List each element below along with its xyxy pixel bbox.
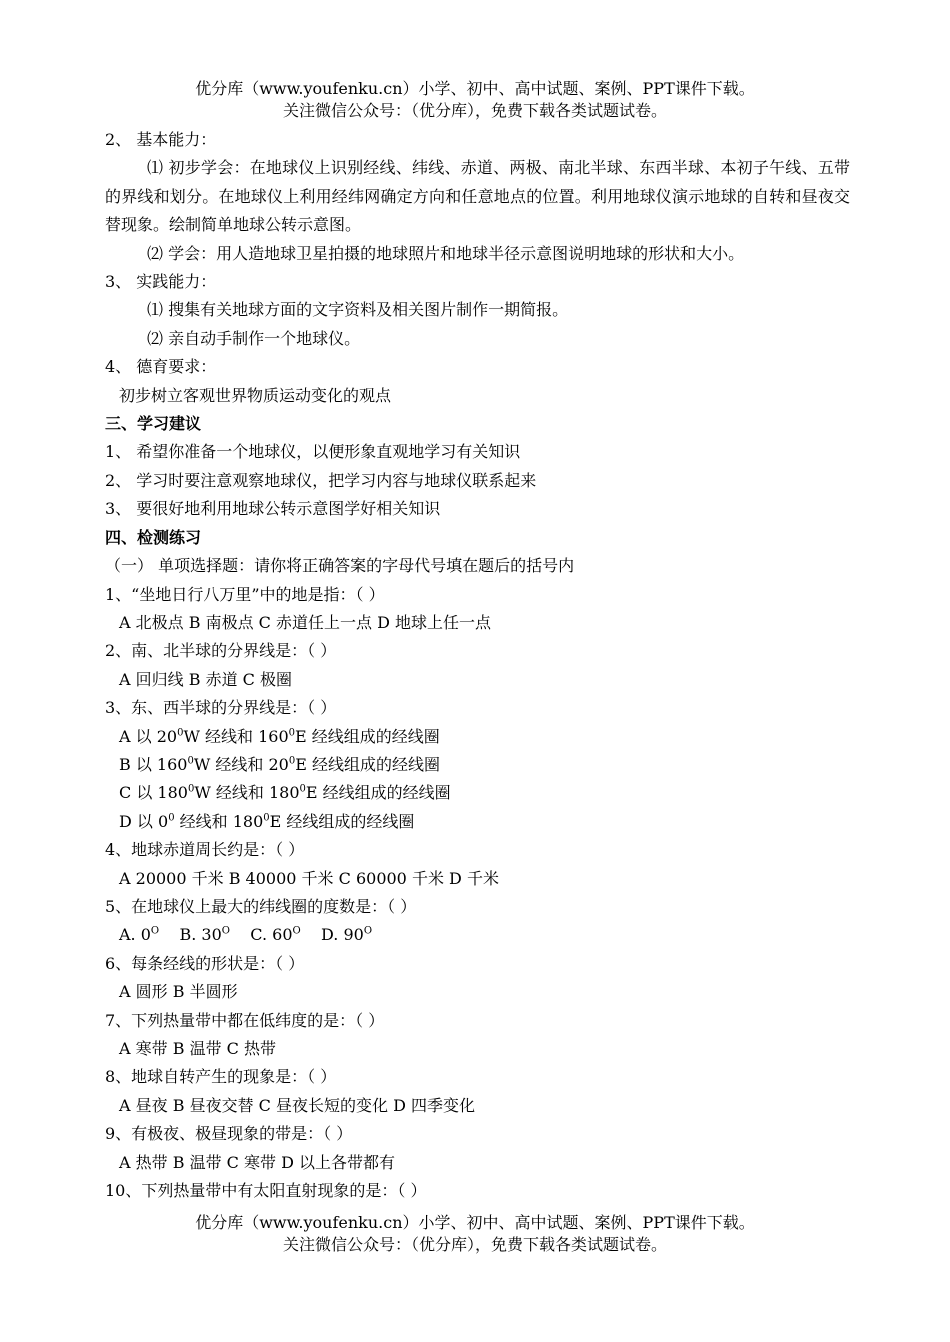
question-6: 6、每条经线的形状是：（ ） xyxy=(105,953,305,973)
document-body xyxy=(105,126,850,1205)
header-line-2: 关注微信公众号：（优分库），免费下载各类试题试卷。 xyxy=(282,101,667,120)
question-3-option-b: B 以 $160^0W$ 经线和 $20^0E$ 经线组成的经线圈 xyxy=(119,754,440,774)
question-1-options: A 北极点 B 南极点 C 赤道任上一点 D 地球上任一点 xyxy=(119,612,491,632)
suggestion-item-2: 2、 学习时要注意观察地球仪，把学习内容与地球仪联系起来 xyxy=(105,470,537,490)
header-line-1: 优分库（www.youfenku.cn）小学、初中、高中试题、案例、PPT课件下载。 xyxy=(195,79,755,98)
question-9: 9、有极夜、极昼现象的带是：（ ） xyxy=(105,1124,353,1144)
question-4: 4、地球赤道周长约是：（ ） xyxy=(105,840,305,860)
question-8: 8、地球自转产生的现象是：（ ） xyxy=(105,1067,337,1087)
question-7-options: A 寒带 B 温带 C 热带 xyxy=(119,1039,276,1058)
question-5-options: A. $0^O$ B. $30^O$ C. $60^O$ D. $90^O$ xyxy=(119,925,373,945)
practice-ability-heading: 3、 实践能力： xyxy=(105,272,217,292)
basic-ability-item-1: ⑴ 初步学会：在地球仪上识别经线、纬线、赤道、两极、南北半球、东西半球、本初子午线、五带的界线和划分。在地球仪上利用经纬网确定方向和任意地点的位置。利用地球仪演示地球的自转和昼夜交替现象。绘制简单地球公转示意图。 xyxy=(105,158,850,235)
basic-ability-heading: 2、 基本能力： xyxy=(105,130,217,149)
single-choice-instructions: （一） 单项选择题：请你将正确答案的字母代号填在题后的括号内 xyxy=(105,556,575,576)
question-9-options: A 热带 B 温带 C 寒带 D 以上各带都有 xyxy=(119,1152,395,1172)
question-4-options: A 20000 千米 B 40000 千米 C 60000 千米 D 千米 xyxy=(119,868,499,888)
question-2: 2、南、北半球的分界线是：（ ） xyxy=(105,641,337,661)
question-3-option-d: D 以 $0^0$ 经线和 $180^0E$ 经线组成的经线圈 xyxy=(119,811,415,831)
moral-text: 初步树立客观世界物质运动变化的观点 xyxy=(119,385,392,405)
section-3-title: 三、学习建议 xyxy=(105,414,202,434)
practice-item-1: ⑴ 搜集有关地球方面的文字资料及相关图片制作一期简报。 xyxy=(147,300,569,320)
section-4-title: 四、检测练习 xyxy=(105,527,202,547)
moral-heading: 4、 德育要求： xyxy=(105,357,217,377)
question-3: 3、东、西半球的分界线是：（ ） xyxy=(105,698,337,718)
question-8-options: A 昼夜 B 昼夜交替 C 昼夜长短的变化 D 四季变化 xyxy=(119,1095,475,1115)
suggestion-item-3: 3、 要很好地利用地球公转示意图学好相关知识 xyxy=(105,499,441,519)
question-3-option-a: A 以 $20^0W$ 经线和 $160^0E$ 经线组成的经线圈 xyxy=(119,726,440,746)
question-3-option-c: C 以 $180^0W$ 经线和 $180^0E$ 经线组成的经线圈 xyxy=(119,783,451,803)
footer-line-1: 优分库（www.youfenku.cn）小学、初中、高中试题、案例、PPT课件下载。 xyxy=(195,1213,755,1232)
page-header xyxy=(0,78,950,122)
footer-line-2: 关注微信公众号：（优分库），免费下载各类试题试卷。 xyxy=(282,1235,667,1254)
question-1: 1、“坐地日行八万里”中的地是指：（ ） xyxy=(105,584,385,604)
page-footer xyxy=(0,1212,950,1256)
question-6-options: A 圆形 B 半圆形 xyxy=(119,982,238,1002)
question-7: 7、下列热量带中都在低纬度的是：（ ） xyxy=(105,1010,385,1030)
suggestion-item-1: 1、 希望你准备一个地球仪，以便形象直观地学习有关知识 xyxy=(105,442,521,462)
practice-item-2: ⑵ 亲自动手制作一个地球仪。 xyxy=(147,328,361,348)
question-2-options: A 回归线 B 赤道 C 极圈 xyxy=(119,669,292,689)
basic-ability-item-2: ⑵ 学会：用人造地球卫星拍摄的地球照片和地球半径示意图说明地球的形状和大小。 xyxy=(147,243,745,263)
question-5: 5、在地球仪上最大的纬线圈的度数是：（ ） xyxy=(105,896,417,916)
question-10: 10、下列热量带中有太阳直射现象的是：（ ） xyxy=(105,1181,427,1201)
